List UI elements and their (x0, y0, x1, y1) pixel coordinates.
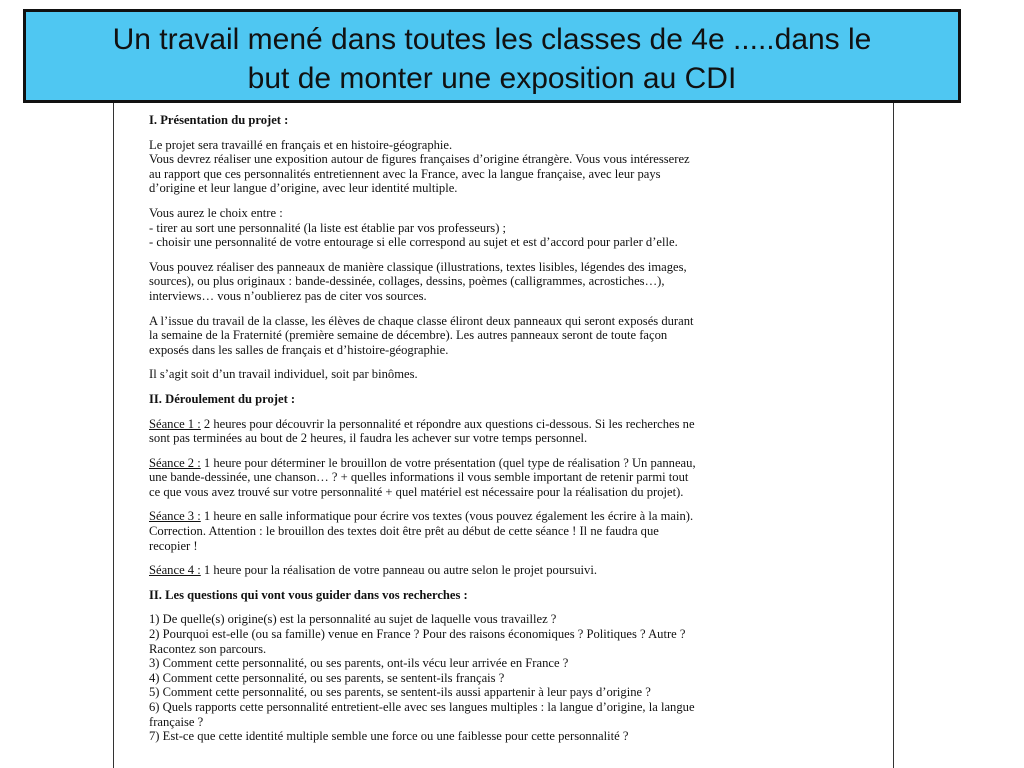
paragraph-line: d’origine et leur langue d’origine, avec leur identité multiple. (149, 181, 458, 196)
paragraph-line: au rapport que ces personnalités entretiennent avec la France, avec la langue française, avec leur pays (149, 166, 661, 181)
slide-title-line-2: but de monter une exposition au CDI (247, 62, 737, 95)
paragraph-exhibition (149, 314, 863, 358)
session-label: Séance 4 : (149, 563, 201, 578)
session-text: 1 heure en salle informatique pour écrire vos textes (vous pouvez également les écrire à la main). (200, 509, 694, 524)
slide-title (26, 12, 958, 98)
session-text: 2 heures pour découvrir la personnalité et répondre aux questions ci-dessous. Si les recherches ne (200, 416, 695, 431)
question-item: 6) Quels rapports cette personnalité entretient-elle avec ses langues multiples : la langue d’origine, la langue (149, 700, 695, 714)
section-heading-2 (149, 392, 863, 407)
document-body (114, 103, 893, 744)
session-3 (149, 509, 863, 553)
paragraph-line: Il s’agit soit d’un travail individuel, soit par binômes. (149, 367, 418, 382)
questions-list (149, 612, 863, 743)
section-heading-presentation: I. Présentation du projet : (149, 113, 289, 127)
paragraph-line (149, 509, 863, 524)
paragraph-line: Vous pouvez réaliser des panneaux de manière classique (illustrations, textes lisibles, légendes des images, (149, 259, 687, 274)
paragraph-line: Correction. Attention : le brouillon des textes doit être prêt au début de cette séance ! Il ne faudra que (149, 524, 659, 539)
question-item: 3) Comment cette personnalité, ou ses parents, ont-ils vécu leur arrivée en France ? (149, 656, 569, 671)
paragraph-line: interviews… vous n’oublierez pas de citer vos sources. (149, 288, 427, 303)
paragraph-line: une bande-dessinée, une chanson… ? + quelles informations il vous semble important de retenir parmi tout (149, 470, 689, 485)
paragraph-individual (149, 367, 863, 382)
paragraph-line: Vous aurez le choix entre : (149, 205, 283, 220)
paragraph-line: ce que vous avez trouvé sur votre personnalité + quel matériel est nécessaire pour la réalisation du projet). (149, 484, 684, 499)
paragraph-line: exposés dans les salles de français et d’histoire-géographie. (149, 342, 449, 357)
paragraph-line: - choisir une personnalité de votre entourage si elle correspond au sujet et est d’accord pour parler d’elle. (149, 235, 678, 250)
paragraph-line: sources), ou plus originaux : bande-dessinée, collages, dessins, poèmes (calligrammes, acrostiches…), (149, 274, 665, 289)
question-item: 5) Comment cette personnalité, ou ses parents, se sentent-ils aussi appartenir à leur pays d’origine ? (149, 685, 651, 700)
session-label: Séance 2 : (149, 455, 201, 470)
paragraph-line (149, 563, 863, 578)
paragraph-line: Vous devrez réaliser une exposition autour de figures françaises d’origine étrangère. Vous vous intéresserez (149, 152, 690, 167)
paragraph-line: A l’issue du travail de la classe, les élèves de chaque classe éliront deux panneaux qui seront exposés durant (149, 313, 694, 328)
paragraph-line (149, 417, 863, 432)
section-heading-3 (149, 588, 863, 603)
session-2 (149, 456, 863, 500)
paragraph-line: sont pas terminées au bout de 2 heures, il faudra les achever sur votre temps personnel. (149, 431, 588, 446)
session-4 (149, 563, 863, 578)
paragraph-project (149, 138, 863, 196)
paragraph-line: Le projet sera travaillé en français et en histoire-géographie. (149, 137, 453, 152)
question-item: 2) Pourquoi est-elle (ou sa famille) venue en France ? Pour des raisons économiques ? Politiques ? Autre ? (149, 627, 686, 642)
paragraph-formats (149, 260, 863, 304)
paragraph-line: la semaine de la Fraternité (première semaine de décembre). Les autres panneaux seront de toute façon (149, 328, 668, 343)
session-label: Séance 3 : (149, 509, 201, 524)
question-item: Racontez son parcours. (149, 641, 267, 656)
paragraph-line: recopier ! (149, 538, 198, 553)
slide-title-box (23, 9, 961, 103)
paragraph-line (149, 456, 863, 471)
question-item: 7) Est-ce que cette identité multiple semble une force ou une faiblesse pour cette personnalité ? (149, 729, 629, 744)
paragraph-choice (149, 206, 863, 250)
session-label: Séance 1 : (149, 416, 201, 431)
question-item: 4) Comment cette personnalité, ou ses parents, se sentent-ils français ? (149, 670, 505, 685)
section-heading-1 (149, 113, 863, 128)
question-item: 1) De quelle(s) origine(s) est la personnalité au sujet de laquelle vous travaillez ? (149, 612, 557, 627)
session-text: 1 heure pour déterminer le brouillon de votre présentation (quel type de réalisation ? Un panneau, (200, 455, 696, 470)
slide-title-line-1: Un travail mené dans toutes les classes de 4e .....dans le (112, 23, 872, 56)
document-scan (113, 103, 894, 768)
paragraph-line: - tirer au sort une personnalité (la liste est établie par vos professeurs) ; (149, 220, 507, 235)
question-item: française ? (149, 714, 204, 729)
section-heading-questions: II. Les questions qui vont vous guider dans vos recherches : (149, 587, 468, 602)
session-text: 1 heure pour la réalisation de votre panneau ou autre selon le projet poursuivi. (200, 563, 597, 578)
session-1 (149, 417, 863, 446)
section-heading-deroulement: II. Déroulement du projet : (149, 391, 296, 406)
